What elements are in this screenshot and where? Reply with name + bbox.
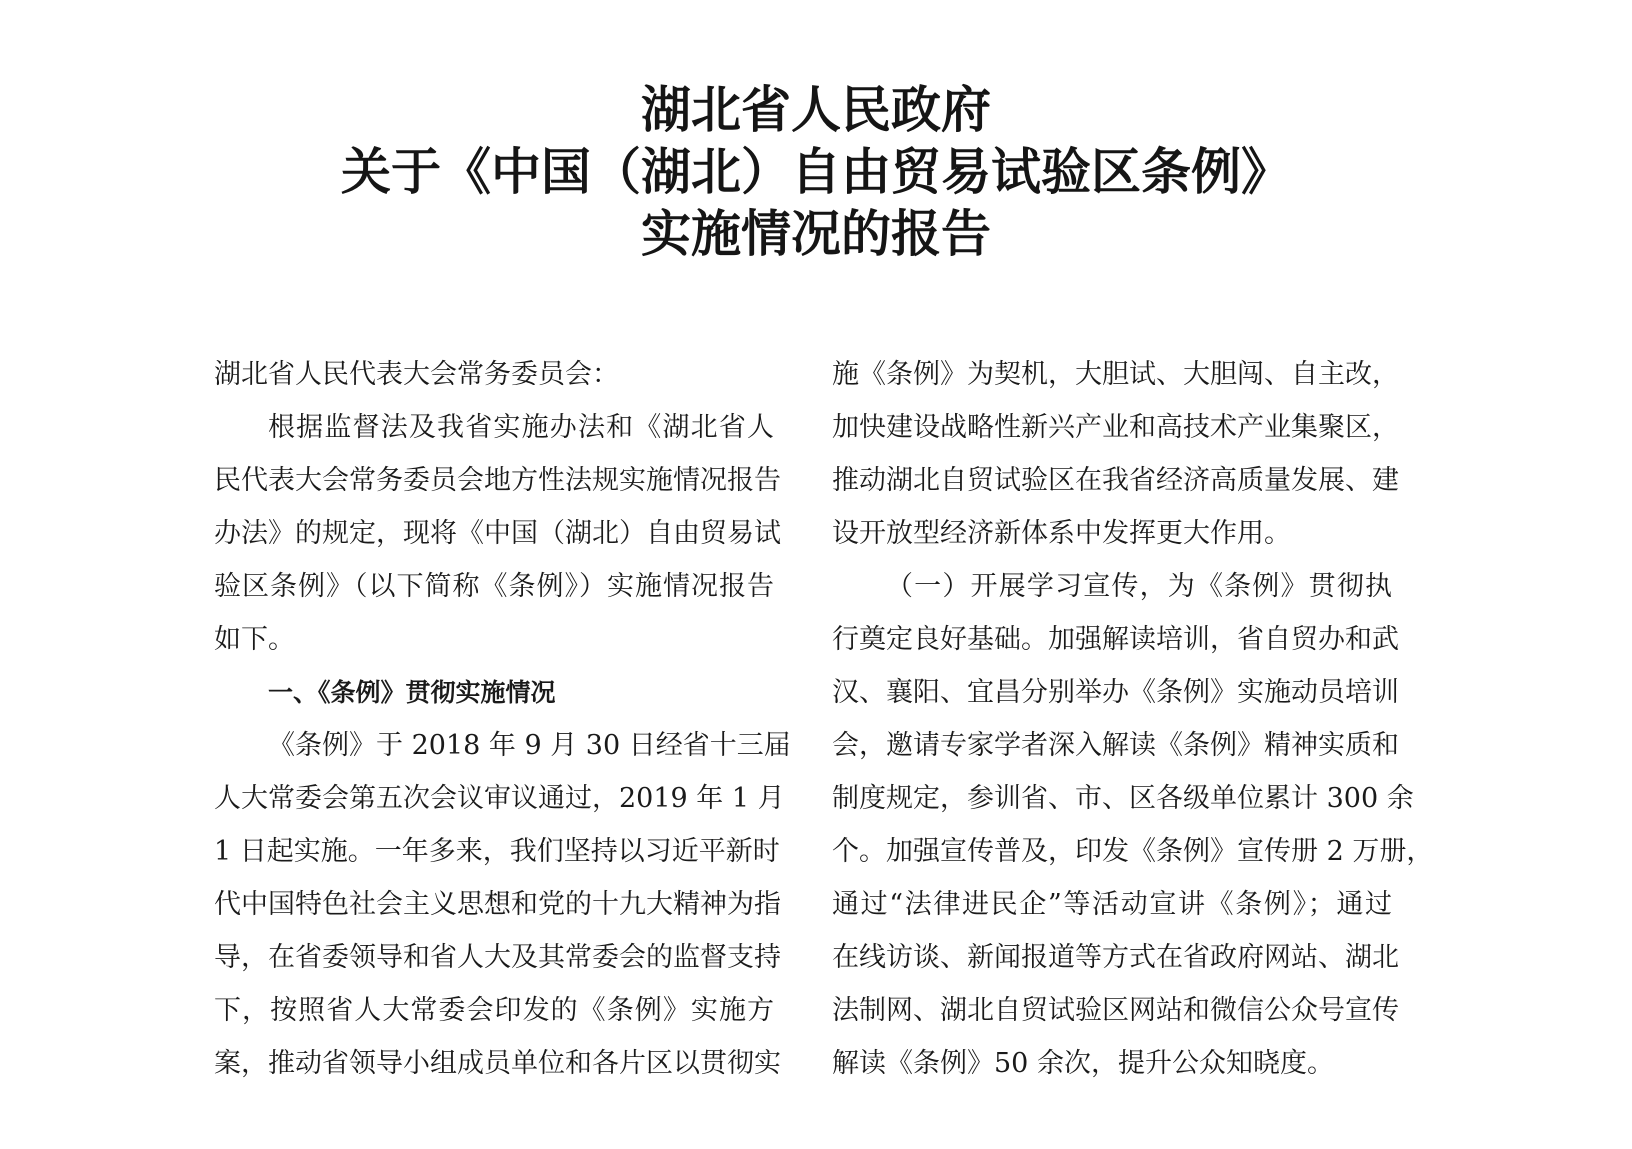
body-line: 1 日起实施。一年多来，我们坚持以习近平新时 [214, 836, 780, 867]
salutation: 湖北省人民代表大会常务委员会： [214, 359, 619, 390]
body-line: 法制网、湖北自贸试验区网站和微信公众号宣传 [832, 995, 1399, 1026]
body-line: 解读《条例》50 余次，提升公众知晓度。 [832, 1048, 1334, 1079]
subsection-heading-line: （一）开展学习宣传，为《条例》贯彻执 [886, 571, 1392, 602]
document-title-line-2: 关于《中国（湖北）自由贸易试验区条例》 [341, 143, 1291, 201]
body-line: 制度规定，参训省、市、区各级单位累计 300 余 [832, 783, 1414, 814]
body-line: 民代表大会常务委员会地方性法规实施情况报告 [214, 465, 781, 496]
body-line: 施《条例》为契机，大胆试、大胆闯、自主改， [832, 359, 1399, 390]
section-heading: 一、《条例》贯彻实施情况 [268, 678, 556, 707]
body-line: 个。加强宣传普及，印发《条例》宣传册 2 万册， [832, 836, 1434, 867]
body-line: 根据监督法及我省实施办法和《湖北省人 [268, 412, 774, 443]
body-line: 人大常委会第五次会议审议通过，2019 年 1 月 [214, 783, 785, 814]
body-line: 行奠定良好基础。加强解读培训，省自贸办和武 [832, 624, 1399, 655]
body-line: 办法》的规定，现将《中国（湖北）自由贸易试 [214, 518, 781, 549]
body-line: 通过“法律进民企”等活动宣讲《条例》；通过 [832, 889, 1392, 920]
body-line: 代中国特色社会主义思想和党的十九大精神为指 [214, 889, 781, 920]
body-line: 案，推动省领导小组成员单位和各片区以贯彻实 [214, 1048, 781, 1079]
body-line: 加快建设战略性新兴产业和高技术产业集聚区， [832, 412, 1399, 443]
body-line: 汉、襄阳、宜昌分别举办《条例》实施动员培训 [832, 677, 1399, 708]
body-line: 会，邀请专家学者深入解读《条例》精神实质和 [832, 730, 1399, 761]
body-line: 推动湖北自贸试验区在我省经济高质量发展、建 [832, 465, 1399, 496]
body-line: 在线访谈、新闻报道等方式在省政府网站、湖北 [832, 942, 1399, 973]
body-line: 导，在省委领导和省人大及其常委会的监督支持 [214, 942, 781, 973]
document-title-line-3: 实施情况的报告 [641, 205, 991, 263]
body-line: 设开放型经济新体系中发挥更大作用。 [832, 518, 1291, 549]
body-line: 下，按照省人大常委会印发的《条例》实施方 [214, 995, 774, 1026]
document-title-line-1: 湖北省人民政府 [641, 81, 991, 139]
right-text-column [832, 357, 1434, 1099]
body-line: 验区条例》（以下简称《条例》）实施情况报告 [214, 571, 774, 602]
left-text-column [214, 357, 791, 1099]
body-line: 如下。 [214, 624, 295, 655]
body-line: 《条例》于 2018 年 9 月 30 日经省十三届 [268, 730, 791, 761]
